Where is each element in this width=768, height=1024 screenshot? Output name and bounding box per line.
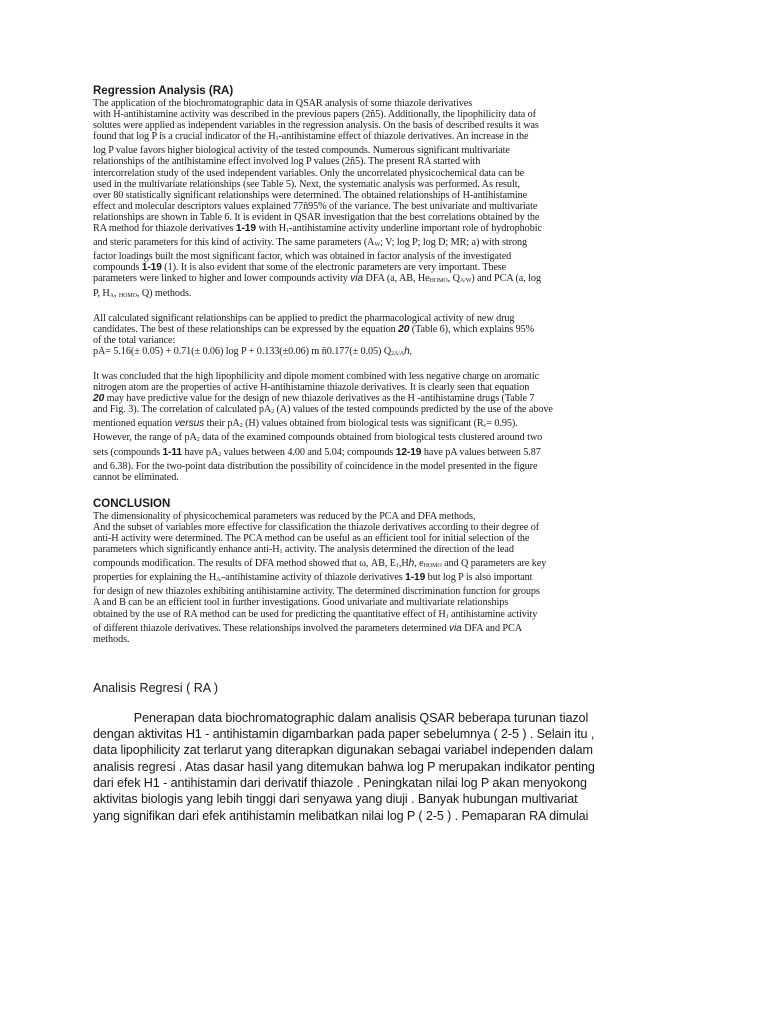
- paragraph-regression-2: All calculated significant relationships can be applied to predict the pharmacological activity of new drug candidates. The best of these relationships can be expressed by the equation 20 (Table 6), which explains 95% of the total variance: pA= 5.16(± 0.05) + 0.71(± 0.06) log P + 0.133(±0.06) m ñ0.177(± 0.05) Q2A/Ah,: [93, 313, 683, 360]
- compound-range: 1-19: [235, 223, 256, 235]
- equation: pA= 5.16(± 0.05) + 0.71(± 0.06) log P + 0.133(±0.06) m ñ0.177(± 0.05) Q2A/Ah,: [93, 345, 413, 357]
- paragraph-regression-1: The application of the biochromatographic data in QSAR analysis of some thiazole derivatives with H-antihistamine activity was described in the previous papers (2ñ5). Additionally, the lipophilicity data of solutes were applied as independent variables in the regression analysis. On the basis of described results it was found that log P is a crucial indicator of the H1-antihistamine effect of thiazole derivatives. An increase in the log P value favors higher biological activity of the tested compounds. Numerous significant multivariate relationships of the antihistamine effect involved log P values (2ñ5). The present RA started with intercorrelation study of the used independent variables. Only the uncorrelated physicochemical data can be used in the multivariate relationships (see Table 5). Next, the systematic analysis was performed. As result, over 80 statistically significant relationships were determined. The obtained relationships of H-antihistamine effect and molecular descriptors values explained 77ñ95% of the variance. The best univariate and multivariate relationships are shown in Table 6. It is evident in QSAR investigation that the best correlations obtained by the RA method for thiazole derivatives 1-19 with H1-antihistamine activity underline important role of hydrophobic and steric parameters for this kind of activity. The same parameters (AW; V; log P; log D; MR; a) with strong factor loadings built the most significant factor, which was obtained in factor analysis of the investigated compounds 1-19 (1). It is also evident that some of the electronic parameters are very important. These parameters were linked to higher and lower compounds activity via DFA (a, AB, HeHOMO, QA/W) and PCA (a, log P, HA, HOMO, Q) methods.: [93, 98, 542, 299]
- paragraph-regression-3: It was concluded that the high lipophilicity and dipole moment combined with less negative charge on aromatic nitrogen atom are the properties of active H-antihistamine thiazole derivatives. It is clearly seen that equation 20 may have predictive value for the design of new thiazole derivatives as the H -antihistamine drugs (Table 7 and Fig. 3). The correlation of calculated pA2 (A) values of the tested compounds predicted by the use of the above mentioned equation versus their pA2 (H) values obtained from biological tests was significant (Rc= 0.95). However, the range of pA2 data of the examined compounds obtained from biological tests clustered around two sets (compounds 1-11 have pA2 values between 4.00 and 5.04; compounds 12-19 have pA values between 5.87 and 6.38). For the two-point data distribution the possibility of coincidence in the model presented in the figure cannot be eliminated.: [93, 370, 553, 483]
- indonesian-heading: Analisis Regresi ( RA ): [93, 680, 219, 695]
- compound-range: 12-19: [395, 446, 422, 458]
- paragraph-conclusion: The dimensionality of physicochemical parameters was reduced by the PCA and DFA methods, And the subset of variables more effective for classification the thiazole derivatives according to their degree of anti-H activity were determined. The PCA method can be useful as an efficient tool for initial selection of the parameters which significantly enhance anti-H1 activity. The analysis determined the direction of the lead compounds modification. The results of DFA method showed that ω, AB, E1,Hh, eHOMO and Q parameters are key properties for explaining the HA/-antihistamine activity of thiazole derivatives 1-19 but log P is also important for design of new thiazoles exhibiting antihistamine activity. The determined discrimination function for groups A and B can be an efficient tool in further investigations. Good univariate and multivariate relationships obtained by the use of RA method can be used for predicting the quantitative effect of H1 antihistamine activity of different thiazole derivatives. These relationships involved the parameters determined via DFA and PCA methods.: [93, 510, 547, 645]
- equation-number: 20: [93, 393, 105, 405]
- compound-range: 1-19: [405, 572, 426, 584]
- indonesian-paragraph: Penerapan data biochromatographic dalam analisis QSAR beberapa turunan tiazol dengan aktivitas H1 - antihistamin digambarkan pada paper sebelumnya ( 2-5 ) . Selain itu , data lipophilicity zat terlarut yang diterapkan digunakan sebagai variabel independen dalam analisis regresi . Atas dasar hasil yang ditemukan bahwa log P merupakan indikator penting dari efek H1 - antihistamin dari derivatif thiazole . Peningkatan nilai log P akan menyokong aktivitas biologis yang lebih tinggi dari senyawa yang diuji . Banyak hubungan multivariat yang signifikan dari efek antihistamin melibatkan nilai log P ( 2-5 ) . Pemaparan RA dimulai: [93, 710, 595, 823]
- equation-number: 20: [398, 323, 410, 335]
- compound-range: 1-11: [162, 446, 182, 458]
- section-heading-regression: Regression Analysis (RA): [93, 85, 234, 97]
- document-page: [93, 84, 683, 824]
- section-heading-conclusion: CONCLUSION: [93, 497, 171, 510]
- compound-range: 1-19: [141, 262, 162, 274]
